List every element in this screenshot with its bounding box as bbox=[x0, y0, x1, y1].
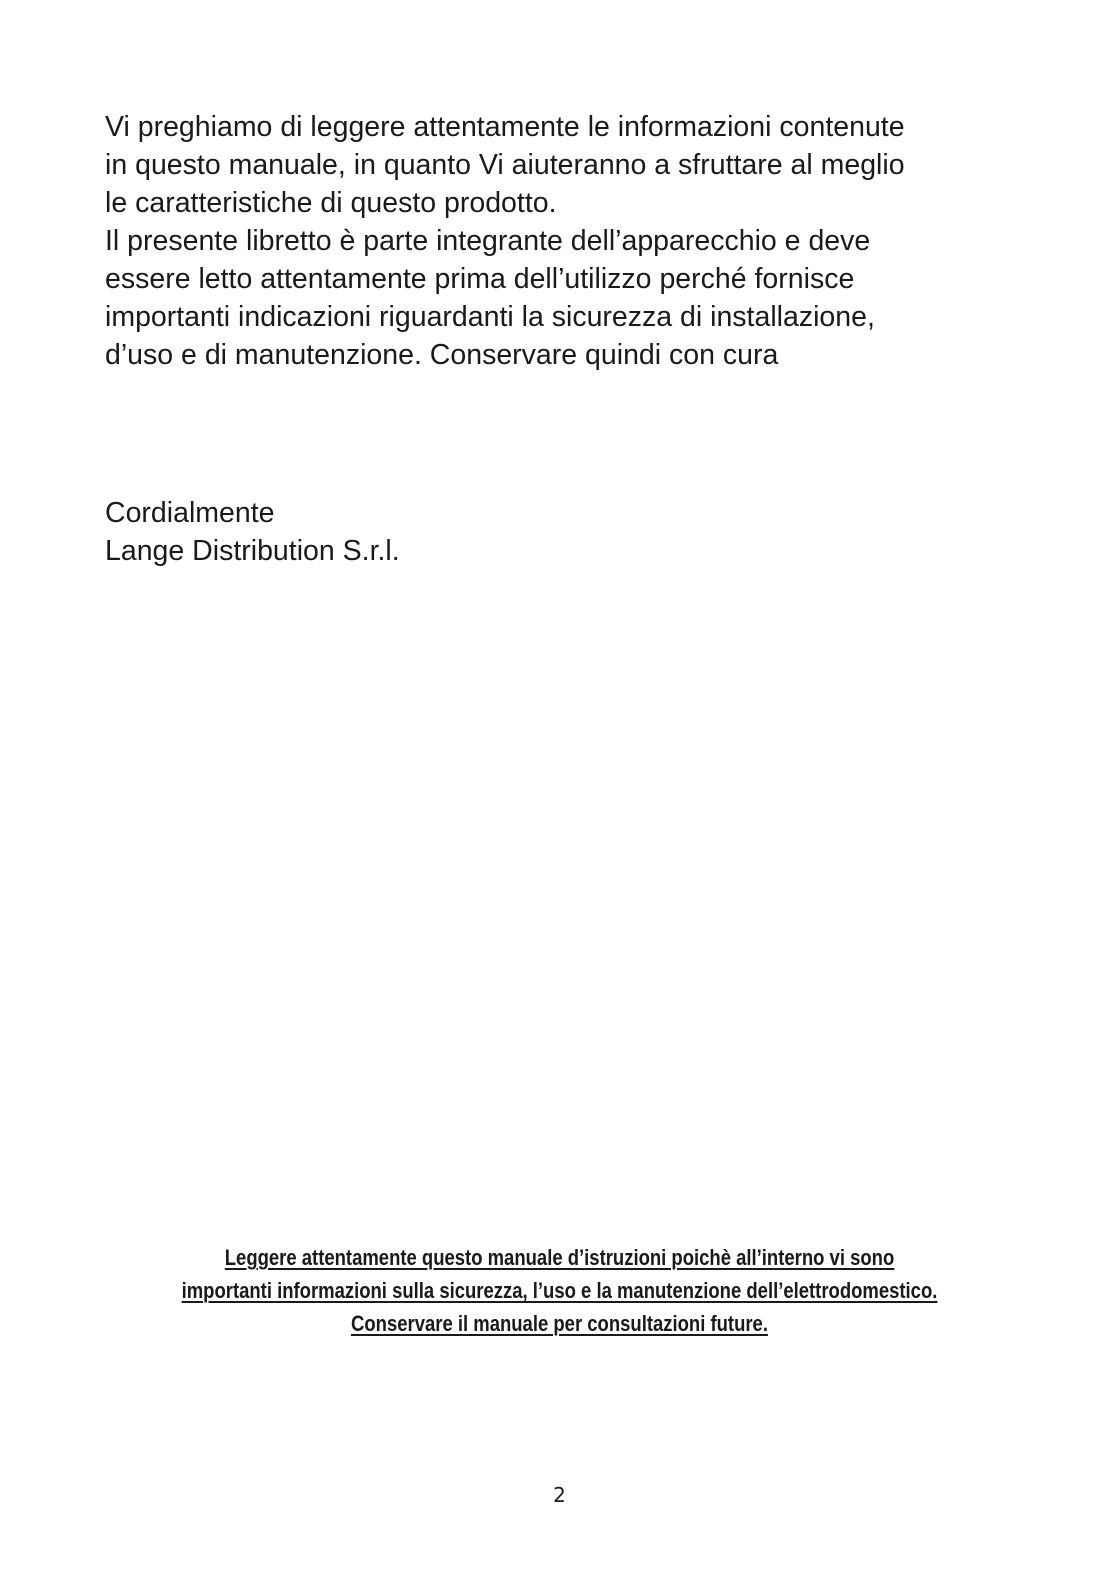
safety-notice bbox=[140, 1241, 979, 1340]
intro-line: essere letto attentamente prima dell’utilizzo perché fornisce bbox=[105, 263, 855, 295]
intro-paragraph bbox=[105, 108, 1065, 374]
closing-salutation: Cordialmente bbox=[105, 497, 275, 529]
intro-line: d’uso e di manutenzione. Conservare quindi con cura bbox=[105, 339, 779, 371]
intro-line: le caratteristiche di questo prodotto. bbox=[105, 187, 557, 219]
intro-line: importanti indicazioni riguardanti la sicurezza di installazione, bbox=[105, 301, 875, 333]
intro-line: Vi preghiamo di leggere attentamente le informazioni contenute bbox=[105, 111, 905, 143]
intro-line: Il presente libretto è parte integrante dell’apparecchio e deve bbox=[105, 225, 871, 257]
page-number: 2 bbox=[553, 1483, 566, 1507]
notice-line: Leggere attentamente questo manuale d’istruzioni poichè all’interno vi sono bbox=[224, 1245, 895, 1270]
company-name: Lange Distribution S.r.l. bbox=[105, 535, 400, 567]
signature-block bbox=[105, 494, 400, 570]
notice-line: Conservare il manuale per consultazioni future. bbox=[351, 1311, 768, 1336]
notice-line: importanti informazioni sulla sicurezza, l’uso e la manutenzione dell’elettrodomestico. bbox=[181, 1278, 938, 1303]
intro-line: in questo manuale, in quanto Vi aiuteranno a sfruttare al meglio bbox=[105, 149, 905, 181]
